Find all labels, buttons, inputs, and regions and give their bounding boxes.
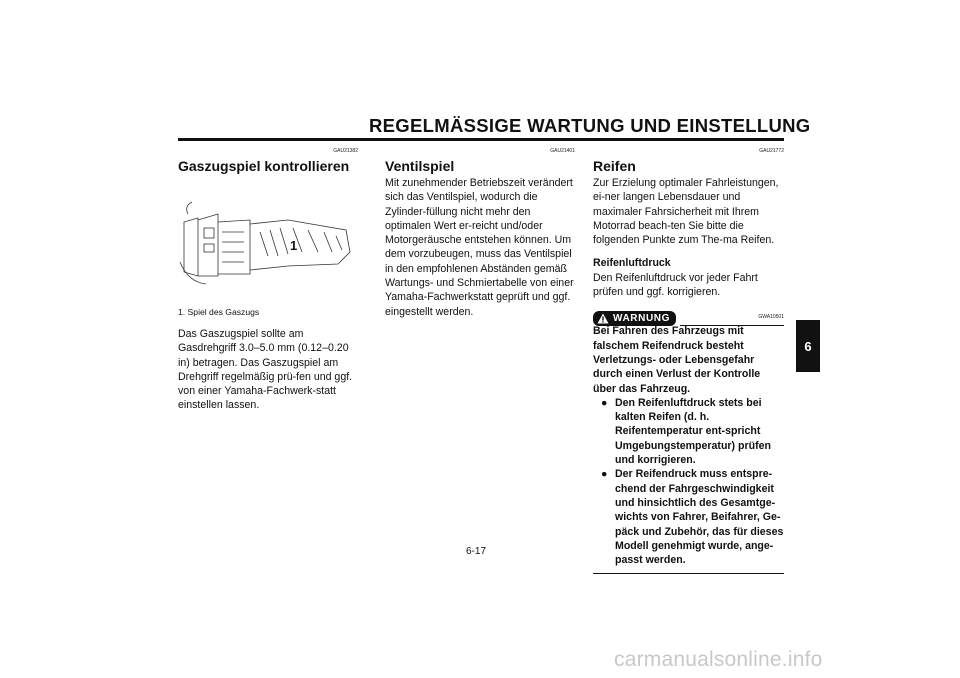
page-header-title: REGELMÄSSIGE WARTUNG UND EINSTELLUNG — [369, 115, 811, 136]
warning-text: Bei Fahren des Fahrzeugs mit falschem Reifendruck besteht Verletzungs- oder Lebensgefahr durch einen Verlust der Kontrolle über das Fahrzeug. — [593, 325, 761, 395]
warning-end-rule — [593, 573, 784, 574]
header-rule — [178, 138, 784, 141]
warning-bullet — [593, 467, 784, 567]
watermark: carmanualsonline.info — [614, 648, 823, 671]
column-tires — [593, 148, 784, 574]
section-heading: Gaszugspiel kontrollieren — [178, 158, 350, 174]
warning-code: GWA10501 — [758, 314, 784, 321]
chapter-tab: 6 — [796, 320, 820, 372]
section-body: Mit zunehmender Betriebszeit verändert sich das Ventilspiel, wodurch die Zylinder-füllung nicht mehr den optimalen Wert er-reicht und/oder Motorgeräusche entstehen können. Um dem vorzubeugen, muss das Ventilspiel in den empfohlenen Abständen gemäß Wartungs- und Schmiertabelle von einer Yamaha-Fachwerkstatt geprüft und ggf. eingestellt werden. — [385, 177, 574, 318]
section-body: Das Gaszugspiel sollte am Gasdrehgriff 3.0–5.0 mm (0.12–0.20 in) betragen. Das Gaszugspiel am Drehgriff regelmäßig prü-fen und ggf. von einer Yamaha-Fachwerk-statt einstellen lassen. — [178, 328, 353, 412]
section-code: GAU21401 — [550, 148, 575, 154]
warning-label: WARNUNG — [613, 313, 670, 325]
figure-caption: 1. Spiel des Gaszugs — [178, 307, 260, 317]
section-code: GAU21772 — [759, 148, 784, 154]
bullet-icon: ● — [601, 396, 608, 409]
warning-triangle-icon — [597, 313, 609, 324]
column-valve — [385, 148, 575, 319]
bullet-icon: ● — [601, 468, 608, 481]
section-body: Zur Erzielung optimaler Fahrleistungen, ei-ner langen Lebensdauer und maximaler Fahrsicherheit mit Ihrem Motorrad beach-ten Sie bitte die folgenden Punkte zum The-ma Reifen. — [593, 177, 779, 247]
subheading: Reifenluftdruck — [593, 257, 671, 270]
throttle-grip-illustration — [178, 192, 356, 292]
bullet-text: Den Reifenluftdruck stets bei kalten Reifen (d. h. Reifentemperatur ent-spricht Umgebungstemperatur) prüfen und korrigieren. — [615, 396, 771, 467]
bullet-text: Der Reifendruck muss entspre-chend der Fahrgeschwindigkeit und hinsichtlich des Gesamtge-wichts von Fahrer, Beifahrer, Ge-päck und Zubehör, das für dieses Modell genehmigt wurde, ange-passt werden. — [615, 468, 784, 567]
page-number: 6-17 — [466, 546, 487, 557]
section-heading: Ventilspiel — [385, 158, 455, 174]
subsection-body: Den Reifenluftdruck vor jeder Fahrt prüfen und ggf. korrigieren. — [593, 271, 758, 299]
section-heading: Reifen — [593, 158, 636, 174]
section-code: GAU21382 — [333, 148, 358, 154]
warning-bullet — [593, 396, 784, 467]
column-throttle — [178, 148, 358, 413]
figure-callout-1: 1 — [290, 238, 298, 253]
